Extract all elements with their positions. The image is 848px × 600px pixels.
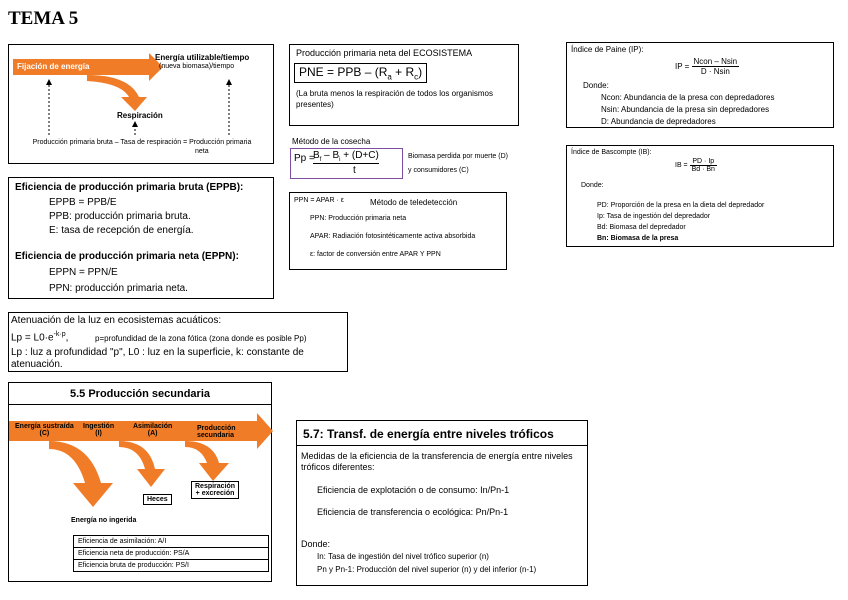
- paine-def-1: Ncon: Abundancia de la presa con depredadores: [601, 93, 775, 102]
- transfer-eff-1: Eficiencia de explotación o de consumo: In/Pn-1: [317, 485, 510, 495]
- transfer-def-2: Pn y Pn-1: Producción del nivel superior (n) y del inferior (n-1): [317, 565, 537, 574]
- paine-heading: Índice de Paine (IP):: [571, 45, 644, 54]
- light-formula-note: p=profundidad de la zona fótica (zona donde es posible Pp): [95, 334, 307, 343]
- bascompte-donde: Donde:: [581, 182, 604, 189]
- transfer-intro: Medidas de la eficiencia de la transferencia de energía entre niveles tróficos diferentes:: [301, 451, 573, 473]
- bascompte-def-4: Bn: Biomasa de la presa: [597, 235, 679, 242]
- usable-energy-label: Energía utilizable/tiempo: [155, 53, 250, 62]
- eppb-formula: EPPB = PPB/E: [49, 197, 117, 208]
- not-ingested-label: Energía no ingerida: [71, 517, 137, 524]
- page-title: TEMA 5: [8, 8, 79, 29]
- transfer-divider: [297, 445, 587, 446]
- stage-4: Producción secundaria: [197, 425, 236, 439]
- ecosystem-panel: [289, 44, 519, 126]
- light-panel: [8, 312, 348, 372]
- eppn-def: PPN: producción primaria neta.: [49, 283, 188, 294]
- light-heading: Atenuación de la luz en ecosistemas acuáticos:: [11, 315, 222, 326]
- paine-donde: Donde:: [583, 81, 609, 90]
- bascompte-heading: Índice de Bascompte (IB):: [571, 149, 652, 156]
- energy-formula: Producción primaria bruta – Tasa de respiración = Producción primaria: [32, 139, 252, 146]
- eppb-heading: Eficiencia de producción primaria bruta (EPPB):: [15, 182, 244, 193]
- harvest-note-2: y consumidores (C): [408, 167, 469, 174]
- respiration-arrow: [87, 75, 147, 111]
- paine-formula: IP = $\frac{\text{Ncon – Nsin}}{D \cdot Nsin}$: [675, 57, 738, 76]
- energy-formula-2: neta: [195, 148, 209, 155]
- harvest-formula: Pp = $B_f - B_i + (D+C)$ t: [290, 148, 403, 179]
- ecosystem-note: (La bruta menos la respiración de todos los organismos presentes): [296, 89, 493, 109]
- usable-energy-sub: (nueva biomasa)/tiempo: [159, 63, 235, 70]
- secondary-panel: [8, 382, 272, 582]
- bascompte-def-3: Bd: Biomasa del depredador: [597, 224, 686, 231]
- transfer-eff-2: Eficiencia de transferencia o ecológica: Pn/Pn-1: [317, 507, 509, 517]
- bascompte-formula: IB = $\frac{PD \cdot Ip}{Bd \cdot Bn}$: [675, 158, 715, 173]
- secondary-heading: 5.5 Producción secundaria: [70, 388, 210, 400]
- eff-row-1: Eficiencia de asimilación: A/I: [74, 536, 268, 548]
- transfer-def-1: In: Tasa de ingestión del nivel trófico superior (n): [317, 552, 489, 561]
- not-ingested-arrow: [49, 441, 113, 507]
- eff-row-3: Eficiencia bruta de producción: PS/I: [78, 562, 189, 569]
- eppb-def-1: PPB: producción primaria bruta.: [49, 211, 191, 222]
- fixation-label: Fijación de energía: [17, 62, 90, 71]
- stage-3: Asimilación (A): [133, 423, 173, 437]
- eppn-heading: Eficiencia de producción primaria neta (EPPN):: [15, 251, 239, 262]
- transfer-donde: Donde:: [301, 539, 331, 549]
- paine-def-2: Nsin: Abundancia de la presa sin depredadores: [601, 105, 770, 114]
- transfer-panel: [296, 420, 588, 586]
- pne-formula: PNE = PPB – $(R_a + R_c)$: [294, 63, 427, 83]
- remote-formula: PPN = APAR · ε: [294, 197, 344, 204]
- efficiency-panel: [8, 177, 274, 299]
- bascompte-def-1: PD: Proporción de la presa en la dieta del depredador: [597, 202, 765, 209]
- respiration-box: Respiración + excreción: [191, 481, 239, 499]
- respiration-arrow-secondary: [185, 441, 229, 481]
- remote-def-3: ε: factor de conversión entre APAR Y PPN: [310, 251, 441, 258]
- stage-1: Energía sustraída (C): [15, 423, 74, 437]
- energy-flow-panel: [8, 44, 274, 164]
- eppb-def-2: E: tasa de recepción de energía.: [49, 225, 194, 236]
- transfer-heading: 5.7: Transf. de energía entre niveles tróficos: [303, 427, 554, 441]
- light-def-2: atenuación.: [11, 359, 63, 370]
- light-formula: $Lp = L0\cdot e^{-k\cdot p}$,: [11, 331, 69, 344]
- respiration-label: Respiración: [117, 111, 163, 120]
- paine-def-3: D: Abundancia de depredadores: [601, 117, 716, 126]
- ecosystem-heading: Producción primaria neta del ECOSISTEMA: [296, 48, 473, 58]
- remote-def-1: PPN: Producción primaria neta: [310, 215, 407, 222]
- paine-panel: [566, 42, 834, 128]
- bascompte-panel: [566, 145, 834, 247]
- bascompte-def-2: Ip: Tasa de ingestión del depredador: [597, 213, 711, 220]
- remote-panel: [289, 192, 507, 270]
- secondary-efficiency-table: [73, 535, 269, 572]
- heces-box: Heces: [143, 494, 172, 505]
- heces-arrow: [119, 441, 165, 487]
- remote-def-2: APAR: Radiación fotosintéticamente activa absorbida: [310, 233, 476, 240]
- stage-2: Ingestión (I): [83, 423, 115, 437]
- light-def: Lp : luz a profundidad "p", L0 : luz en la superficie, k: constante de: [11, 347, 304, 358]
- remote-heading: Método de teledetección: [370, 198, 458, 207]
- eff-row-2: Eficiencia neta de producción: PS/A: [74, 548, 268, 560]
- harvest-note-1: Biomasa perdida por muerte (D): [408, 153, 508, 160]
- eppn-formula: EPPN = PPN/E: [49, 267, 118, 278]
- harvest-heading: Método de la cosecha: [292, 137, 371, 146]
